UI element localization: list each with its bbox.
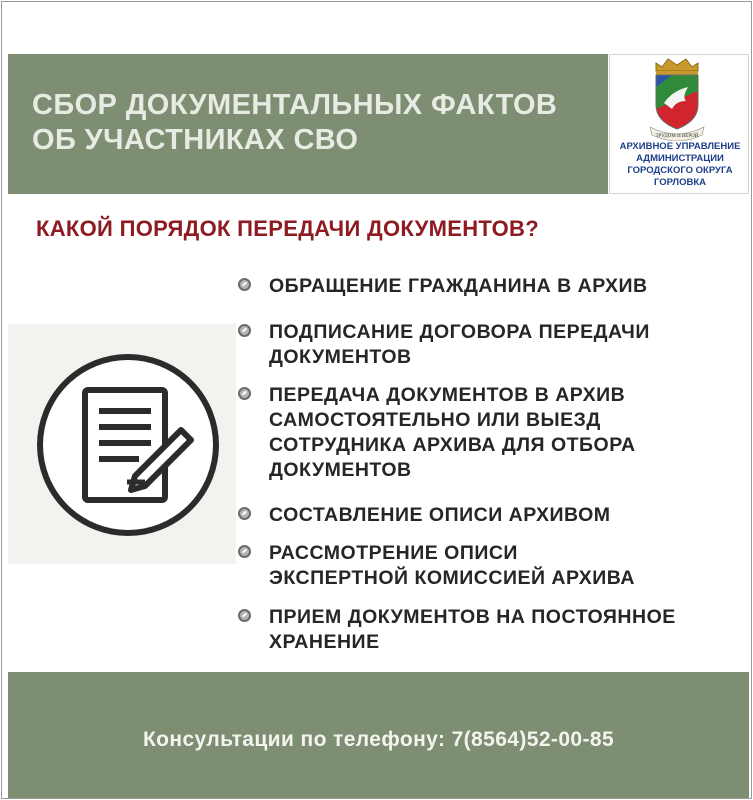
bullet-icon [238, 609, 251, 622]
step-text: ОБРАЩЕНИЕ ГРАЖДАНИНА В АРХИВ [269, 275, 648, 297]
bullet-icon [238, 507, 251, 520]
step-text: ПРИЕМ ДОКУМЕНТОВ НА ПОСТОЯННОЕ ХРАНЕНИЕ [269, 606, 676, 653]
bullet-icon [238, 278, 251, 291]
step-text: СОСТАВЛЕНИЕ ОПИСИ АРХИВОМ [269, 504, 611, 526]
step-text: РАССМОТРЕНИЕ ОПИСИ ЭКСПЕРТНОЙ КОМИССИЕЙ АРХИВА [269, 542, 635, 589]
section-heading: КАКОЙ ПОРЯДОК ПЕРЕДАЧИ ДОКУМЕНТОВ? [36, 216, 539, 241]
bullet-icon [238, 545, 251, 558]
step-text: ПЕРЕДАЧА ДОКУМЕНТОВ В АРХИВ САМОСТОЯТЕЛЬНО ИЛИ ВЫЕЗД СОТРУДНИКА АРХИВА ДЛЯ ОТБОРА ДОКУМЕНТОВ [269, 384, 636, 481]
poster-title: СБОР ДОКУМЕНТАЛЬНЫХ ФАКТОВ ОБ УЧАСТНИКАХ СВО [32, 89, 558, 156]
poster-frame [1, 1, 752, 799]
step-text: ПОДПИСАНИЕ ДОГОВОРА ПЕРЕДАЧИ ДОКУМЕНТОВ [269, 321, 650, 368]
steps-list [238, 2, 748, 662]
contact-footer [8, 672, 749, 798]
organization-name: АРХИВНОЕ УПРАВЛЕНИЕ АДМИНИСТРАЦИИ ГОРОДСКОГО ОКРУГА ГОРЛОВКА [619, 141, 741, 188]
bullet-icon [238, 387, 251, 400]
document-with-pen-icon [35, 352, 221, 538]
bullet-icon [238, 324, 251, 337]
contact-phone: Консультации по телефону: 7(8564)52-00-85 [142, 728, 615, 751]
emblem-motto: ТРУДОМ И ВЕРОЙ [655, 134, 699, 139]
